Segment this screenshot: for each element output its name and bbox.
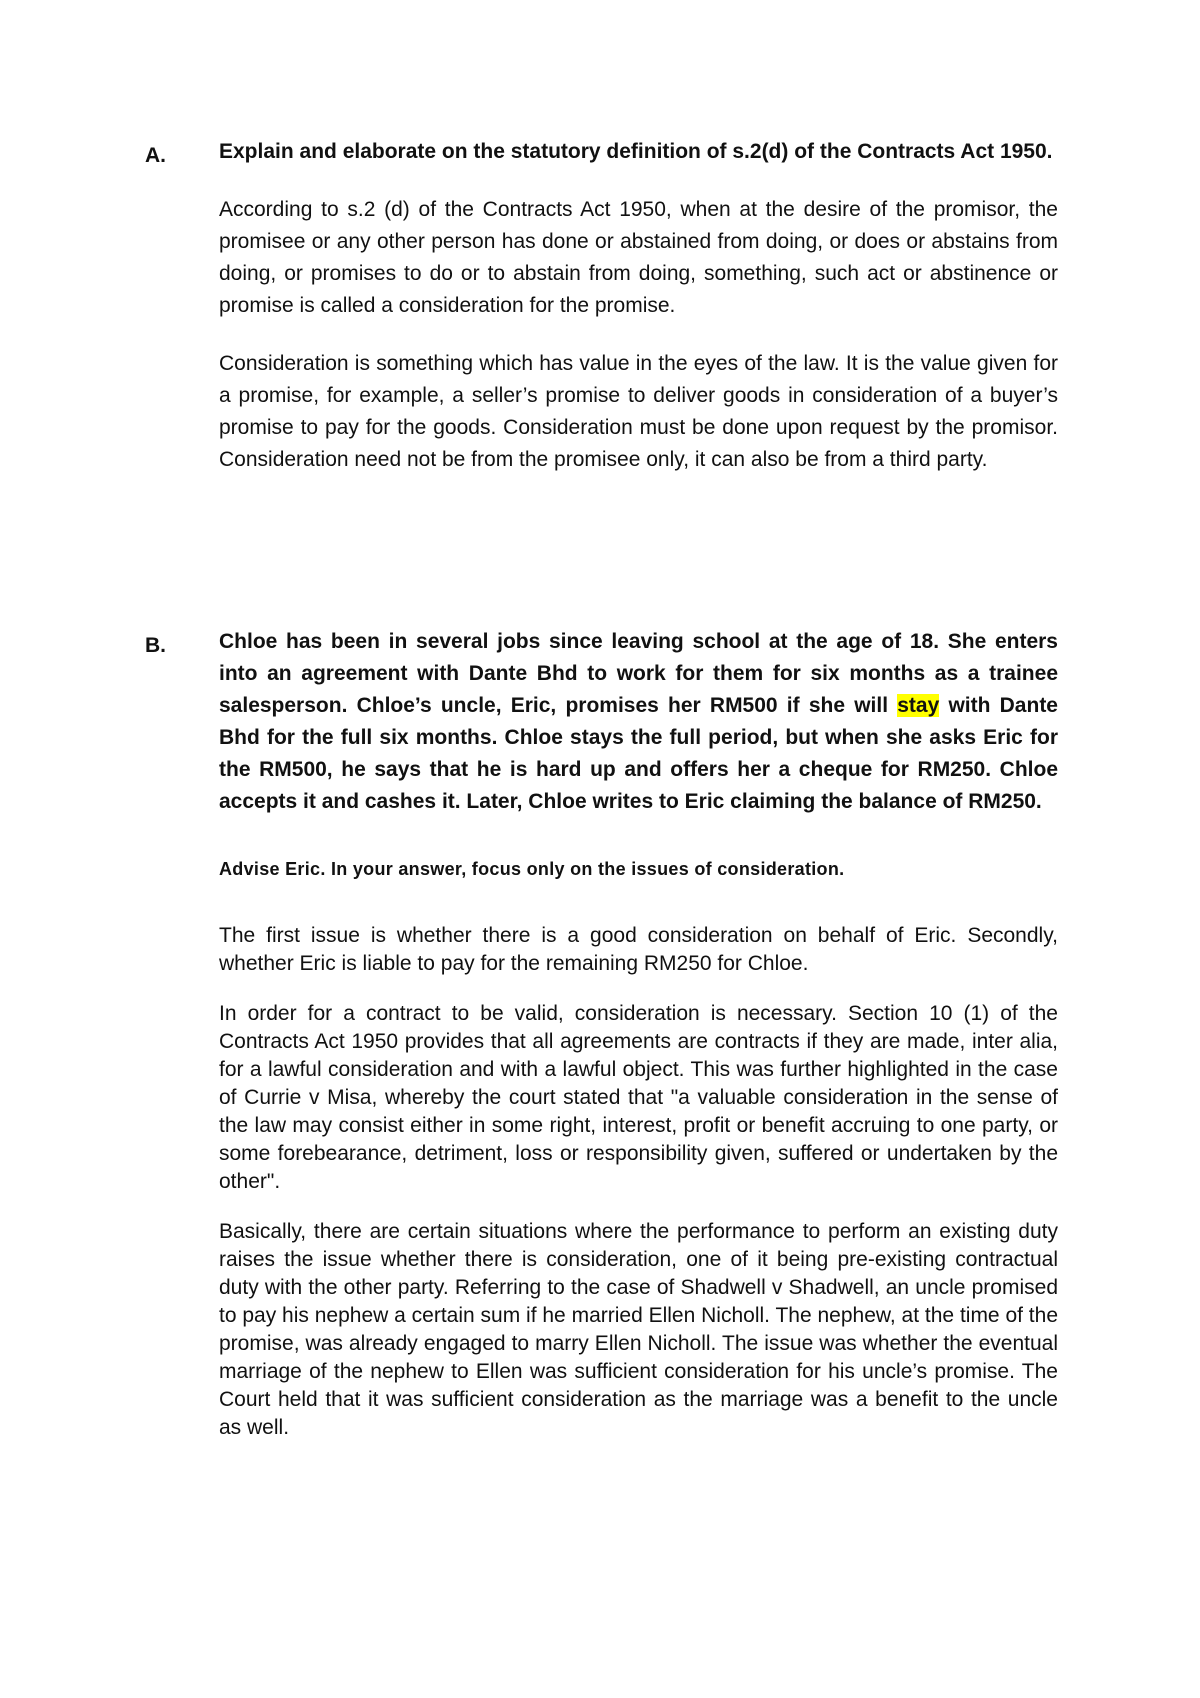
section-a-question: Explain and elaborate on the statutory definition of s.2(d) of the Contracts Act 1950. bbox=[219, 140, 1053, 163]
highlighted-word: stay bbox=[897, 694, 940, 717]
question-text-before: Chloe has been in several jobs since leaving school at the age of 18. She enters into an agreement with Dante Bhd to work for them for six months as a trainee salesperson. Chloe’s uncle, Eric, promises her RM500 if she will bbox=[219, 630, 1058, 717]
section-b-paragraph-2: In order for a contract to be valid, consideration is necessary. Section 10 (1) of the Contracts Act 1950 provides that all agreements are contracts if they are made, inter alia, for a lawful consideration and with a lawful object. This was further highlighted in the case of Currie v Misa, whereby the court stated that "a valuable consideration in the sense of the law may consist either in some right, interest, profit or benefit accruing to one party, or some forebearance, detriment, loss or responsibility given, suffered or undertaken by the other". bbox=[219, 1002, 1058, 1193]
section-a-paragraph-1: According to s.2 (d) of the Contracts Act 1950, when at the desire of the promisor, the promisee or any other person has done or abstained from doing, or does or abstains from doing, or promises to do or to abstain from doing, something, such act or abstinence or promise is called a consideration for the promise. bbox=[219, 198, 1058, 317]
question-text-after: with Dante Bhd for the full six months. Chloe stays the full period, but when she asks Eric for the RM500, he says that he is hard up and offers her a cheque for RM250. Chloe accepts it and cashes it. Later, Chloe writes to Eric claiming the balance of RM250. bbox=[219, 694, 1058, 813]
section-b-paragraph-3: Basically, there are certain situations where the performance to perform an existing duty raises the issue whether there is consideration, one of it being pre-existing contractual duty with the other party. Referring to the case of Shadwell v Shadwell, an uncle promised to pay his nephew a certain sum if he married Ellen Nicholl. The nephew, at the time of the promise, was already engaged to marry Ellen Nicholl. The issue was whether the eventual marriage of the nephew to Ellen was sufficient consideration for his uncle’s promise. The Court held that it was sufficient consideration as the marriage was a benefit to the uncle as well. bbox=[219, 1220, 1058, 1439]
section-b-paragraph-1: The first issue is whether there is a good consideration on behalf of Eric. Secondly, whether Eric is liable to pay for the remaining RM250 for Chloe. bbox=[219, 924, 1058, 975]
advise-instruction: Advise Eric. In your answer, focus only on the issues of consideration. bbox=[219, 859, 845, 879]
section-b-body bbox=[219, 626, 1058, 1442]
section-b-question bbox=[219, 626, 1058, 818]
section-b-marker: B. bbox=[145, 634, 166, 657]
section-a-body bbox=[219, 136, 1058, 476]
section-a-marker: A. bbox=[145, 144, 166, 167]
section-a-paragraph-2: Consideration is something which has value in the eyes of the law. It is the value given for a promise, for example, a seller’s promise to deliver goods in consideration of a buyer’s promise to pay for the goods. Consideration must be done upon request by the promisor. Consideration need not be from the promisee only, it can also be from a third party. bbox=[219, 352, 1058, 471]
